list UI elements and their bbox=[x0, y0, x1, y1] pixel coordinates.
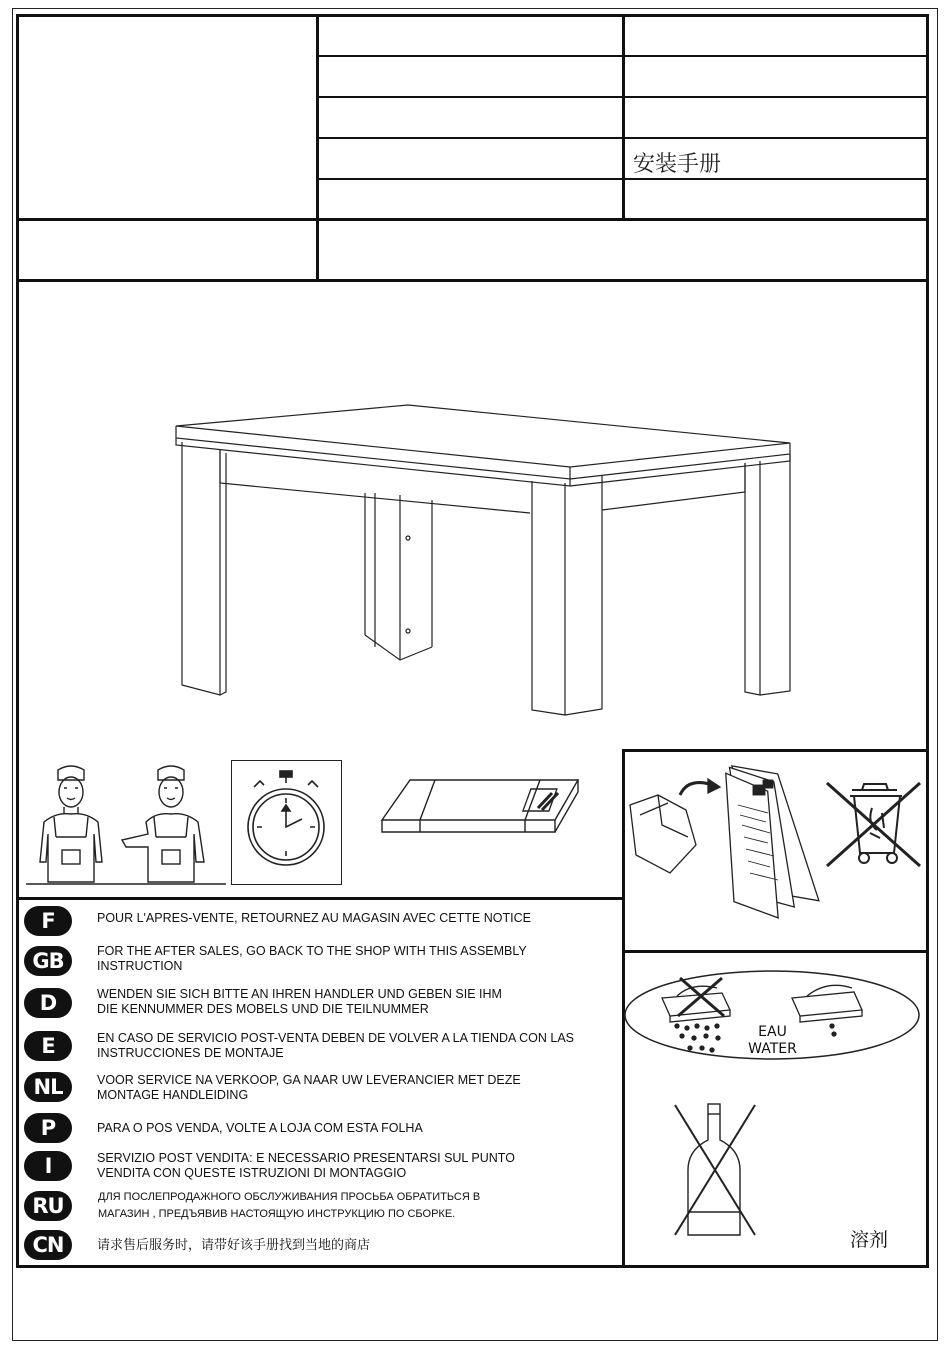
header-divider-2 bbox=[622, 17, 625, 220]
flat-package-icon bbox=[380, 775, 580, 840]
icons-row-bottom bbox=[19, 897, 625, 900]
water-label-fr: EAU bbox=[758, 1024, 787, 1040]
stopwatch-frame bbox=[231, 760, 342, 885]
header-row-line bbox=[319, 137, 929, 139]
manual-title: 安装手册 bbox=[633, 152, 722, 177]
lang-badge-e: E bbox=[24, 1031, 72, 1061]
header-row-line bbox=[319, 55, 929, 57]
keep-instructions-icon bbox=[628, 755, 833, 920]
icons-panel-top bbox=[622, 749, 929, 752]
no-solvent-icon bbox=[670, 1100, 760, 1240]
lang-badge-d: D bbox=[24, 988, 72, 1018]
after-sales-text-ru: ДЛЯ ПОСЛЕПРОДАЖНОГО ОБСЛУЖИВАНИЯ ПРОСЬБА ОБРАТИТЬСЯ В МАГАЗИН , ПРЕДЪЯВИВ НАСТОЯЩУЮ ИНСТРУКЦИЮ ПО СБОРКЕ. bbox=[98, 1191, 481, 1220]
table-illustration bbox=[160, 395, 800, 725]
header-row-line bbox=[319, 96, 929, 98]
two-person-assembly-icon bbox=[26, 762, 226, 887]
after-sales-text-i: SERVIZIO POST VENDITA: E NECESSARIO PRESENTARSI SUL PUNTO VENDITA CON QUESTE ISTRUZIONI DI MONTAGGIO bbox=[97, 1151, 515, 1180]
after-sales-text-gb: FOR THE AFTER SALES, GO BACK TO THE SHOP WITH THIS ASSEMBLY INSTRUCTION bbox=[97, 944, 527, 973]
after-sales-text-p: PARA O POS VENDA, VOLTE A LOJA COM ESTA FOLHA bbox=[97, 1121, 423, 1135]
lang-badge-cn: CN bbox=[24, 1230, 72, 1260]
after-sales-text-cn: 请求售后服务时，请带好该手册找到当地的商店 bbox=[97, 1238, 371, 1253]
water-label bbox=[735, 1024, 810, 1058]
lang-badge-gb: GB bbox=[24, 946, 72, 976]
lang-badge-p: P bbox=[24, 1113, 72, 1143]
lang-badge-ru: RU bbox=[24, 1191, 72, 1221]
header-row-line bbox=[319, 178, 929, 180]
lang-badge-f: F bbox=[24, 906, 72, 936]
right-panel-divider bbox=[625, 950, 929, 953]
after-sales-text-nl: VOOR SERVICE NA VERKOOP, GA NAAR UW LEVERANCIER MET DEZE MONTAGE HANDLEIDING bbox=[97, 1073, 521, 1102]
stopwatch-icon bbox=[232, 761, 340, 883]
lang-badge-nl: NL bbox=[24, 1072, 72, 1102]
header-bottom-line bbox=[19, 218, 929, 221]
after-sales-text-d: WENDEN SIE SICH BITTE AN IHREN HANDLER UND GEBEN SIE IHM DIE KENNUMMER DES MOBELS UND DIE TEILNUMMER bbox=[97, 987, 502, 1016]
lang-badge-i: I bbox=[24, 1151, 72, 1181]
after-sales-text-f: POUR L'APRES-VENTE, RETOURNEZ AU MAGASIN AVEC CETTE NOTICE bbox=[97, 911, 531, 925]
solvent-label: 溶剂 bbox=[850, 1229, 889, 1251]
water-label-en: WATER bbox=[748, 1041, 797, 1057]
crossed-bin-icon bbox=[822, 778, 927, 873]
after-sales-text-e: EN CASO DE SERVICIO POST-VENTA DEBEN DE VOLVER A LA TIENDA CON LAS INSTRUCCIONES DE MONTAJE bbox=[97, 1031, 575, 1060]
title-bottom-line bbox=[19, 279, 929, 282]
